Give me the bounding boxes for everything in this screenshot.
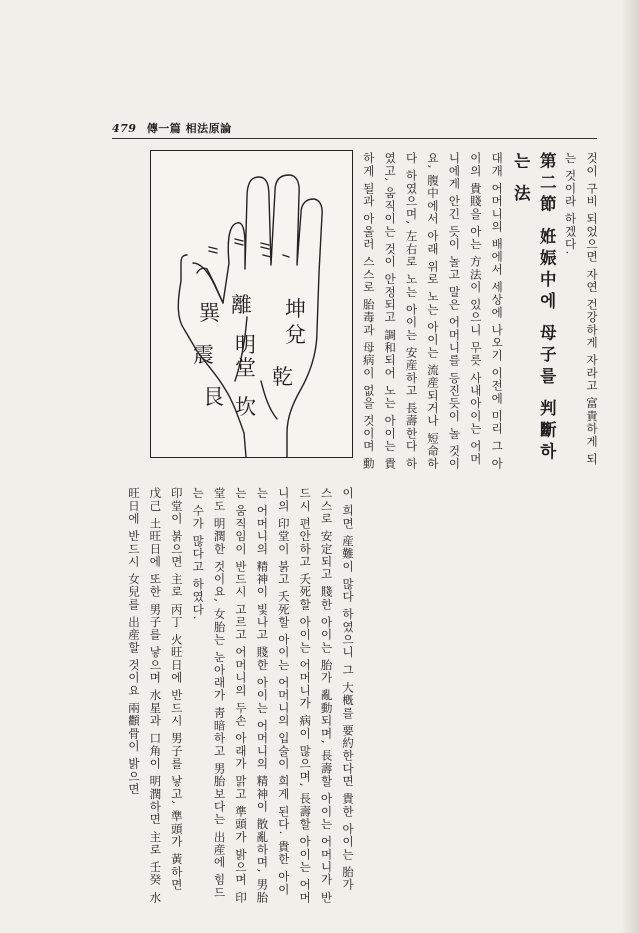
body-text-upper <box>356 152 602 477</box>
body-text-lower <box>112 487 358 907</box>
page-number: 479 <box>112 122 137 135</box>
running-header <box>112 120 232 136</box>
palm-diagram <box>150 150 353 458</box>
header-rule <box>112 138 597 139</box>
trigram-gam: 坎 <box>235 395 256 419</box>
trigram-son: 巽 <box>199 301 220 325</box>
trigram-jin: 震 <box>193 343 214 367</box>
section-title: 傳一篇 相法原論 <box>146 122 232 135</box>
page-spine-shadow <box>621 0 639 933</box>
label-dang: 堂 <box>235 356 256 380</box>
trigram-geon: 乾 <box>272 365 293 389</box>
paragraph: 印堂이 붉으면 主로 丙丁 火旺日에 반드시 男子를 낳고, 準頭가 黃하면 戊己 土旺日에 또한 男子를 낳으며 水星과 口角이 明潤하면 主로 壬癸 水旺日에 반드시 女兒를 出産할 것이요 兩顴骨이 밝으면 <box>126 487 184 904</box>
label-myeong: 明 <box>235 333 256 357</box>
trigram-ri: 離 <box>231 293 252 317</box>
section-heading: 第二節 姙娠中에 母子를 判斷하는 法 <box>511 152 557 464</box>
trigram-tae: 兌 <box>285 323 306 347</box>
paragraph: 대개 어머니의 배에서 세상에 나오기 이전에 미리 그 아이의 貴賤을 아는 方法이 있으니 무릇 사내아이는 어머니에게 안긴 듯이 놀고 말은 어머니를 등진듯이 놀 것이요, 腹中에서 아래 위로 노는 아이는 流産되거나 短命하다 하였으며, 左右로 노는 아이는 安産하고 長壽한다 하였고, 움직이는 것이 안정되고 調和되어 노는 아이는 貴하게 될과 아울러 스스로 胎毒과 母病이 없을 것이며 動 <box>361 152 505 471</box>
paragraph: 이 희면 産難이 많다 하였으니 그 大槪를 要約한다면 貴한 아이는 胎가 스스로 安定되고 賤한 아이는 胎가 亂動되며, 長壽할 아이는 어머니가 반드시 편안하고 夭死할 아이는 어머니가 病이 많으며, 長壽할 아이는 어머니의 印堂이 붉고 夭死할 아이는 어머니의 입술이 희게 된다. 貴한 아이는 어머니의 精神이 빛나고 賤한 아이는 어머니의 精神이 散亂하며, 男胎는 움직임이 반드시 고르고 어머니의 두손 아래가 맑고 準頭가 밝으며 印堂도 明潤한 것이요, 女胎는 눈아래가 靑暗하고 男胎보다는 出産에 힘드는 수가 많다고 하였다. <box>191 487 355 904</box>
paragraph: 것이 구비 되었으면 자연 건강하게 자라고 富貴하게 되는 것이라 하겠다. <box>563 152 599 466</box>
trigram-gan: 艮 <box>203 385 224 409</box>
trigram-kun: 坤 <box>285 297 306 321</box>
